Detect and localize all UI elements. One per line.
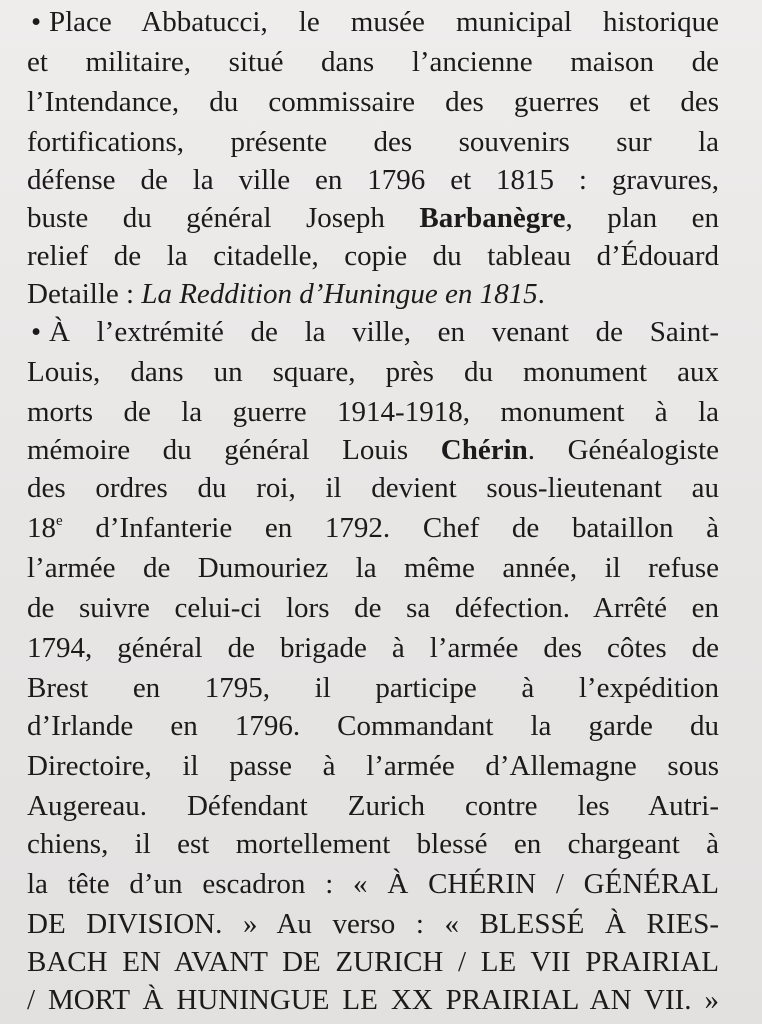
- text-span: Louis, dans un square, près du monument aux: [27, 356, 719, 388]
- text-span: .: [537, 278, 545, 310]
- text-line: [27, 980, 719, 1020]
- text-line: [27, 430, 719, 470]
- text-line: [27, 82, 719, 122]
- text-line: [27, 548, 719, 588]
- text-span: l’Intendance, du commissaire des guerres et des: [27, 86, 719, 118]
- text-span: Directoire, il passe à l’armée d’Allemagne sous: [27, 750, 719, 782]
- text-span: Brest en 1795, il participe à l’expédition: [27, 672, 719, 704]
- name-bold: Barbanègre: [419, 202, 566, 234]
- text-line: [27, 746, 719, 786]
- text-span: chiens, il est mortellement blessé en chargeant à: [27, 828, 719, 860]
- superscript: e: [56, 513, 63, 529]
- text-line: [27, 508, 719, 548]
- text-line: [27, 864, 719, 904]
- text-line: [27, 160, 719, 200]
- text-line: [27, 824, 719, 864]
- text-span: Augereau. Défendant Zurich contre les Autri-: [27, 790, 719, 822]
- bullet: •: [31, 6, 42, 38]
- artwork-title: La Reddition d’Huningue en 1815: [141, 278, 538, 310]
- text-line: [27, 42, 719, 82]
- text-span: À l’extrémité de la ville, en venant de Saint-: [49, 316, 719, 348]
- text-line: [27, 628, 719, 668]
- text-line: [27, 352, 719, 392]
- name-bold: Chérin: [440, 434, 528, 466]
- text-span: d’Infanterie en 1792. Chef de bataillon à: [62, 512, 719, 544]
- text-line: [27, 904, 719, 944]
- text-line: [27, 668, 719, 708]
- text-span: mémoire du général Louis: [27, 434, 441, 466]
- text-span: morts de la guerre 1914-1918, monument à la: [27, 396, 719, 428]
- text-line: [27, 392, 719, 432]
- text-line: [27, 468, 719, 508]
- text-span: fortifications, présente des souvenirs sur la: [27, 126, 719, 158]
- text-span: relief de la citadelle, copie du tableau d’Édouard: [27, 240, 719, 272]
- text-span: l’armée de Dumouriez la même année, il refuse: [27, 552, 719, 584]
- text-span: de suivre celui-ci lors de sa défection. Arrêté en: [27, 592, 719, 624]
- text-span: , plan en: [565, 202, 719, 234]
- text-line: [27, 588, 719, 628]
- text-line: [27, 122, 719, 162]
- text-span: Detaille :: [27, 278, 142, 310]
- text-line: [27, 706, 719, 746]
- text-span: buste du général Joseph: [27, 202, 420, 234]
- text-span: défense de la ville en 1796 et 1815 : gravures,: [27, 164, 719, 196]
- text-span: d’Irlande en 1796. Commandant la garde du: [27, 710, 719, 742]
- text-span: DE DIVISION. » Au verso : « BLESSÉ À RIES-: [27, 908, 719, 940]
- text-span: BACH EN AVANT DE ZURICH / LE VII PRAIRIAL: [27, 946, 719, 978]
- text-line: [27, 274, 719, 314]
- text-span: et militaire, situé dans l’ancienne maison de: [27, 46, 719, 78]
- text-span: / MORT À HUNINGUE LE XX PRAIRIAL AN VII. »: [27, 984, 719, 1016]
- text-line: [27, 198, 719, 238]
- text-span: la tête d’un escadron : « À CHÉRIN / GÉNÉRAL: [27, 868, 719, 900]
- text-span: Place Abbatucci, le musée municipal historique: [49, 6, 719, 38]
- text-line: [27, 312, 719, 352]
- text-span: 1794, général de brigade à l’armée des côtes de: [27, 632, 719, 664]
- text-span: des ordres du roi, il devient sous-lieutenant au: [27, 472, 719, 504]
- text-line: [27, 786, 719, 826]
- bullet: •: [31, 316, 42, 348]
- text-span: 18: [27, 512, 56, 544]
- text-line: [27, 942, 719, 982]
- text-span: . Généalogiste: [527, 434, 719, 466]
- text-line: [27, 2, 719, 42]
- text-line: [27, 236, 719, 276]
